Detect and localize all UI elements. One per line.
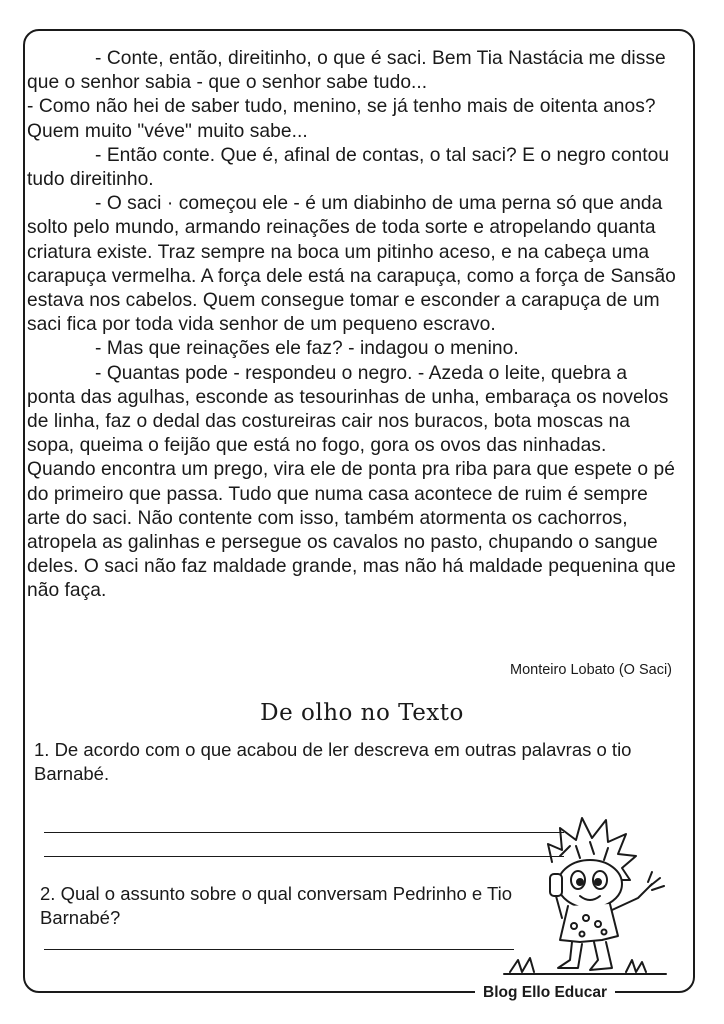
answer-line-2[interactable] (44, 856, 564, 857)
question-1: 1. De acordo com o que acabou de ler descreva em outras palavras o tio Barnabé. (34, 739, 632, 784)
story-paragraph-5: - Mas que reinações ele faz? - indagou o menino. (95, 338, 519, 360)
mascot-illustration (490, 800, 680, 980)
story-paragraph-4: - O saci · começou ele - é um diabinho de uma perna só que anda solto pelo mundo, armando reinações de toda sorte e atropelando quanta criatura existe. Traz sempre na boca um pitinho aceso, e na cabeça uma carapuça vermelha. A força dele está na carapuça, como a força de Sansão estava nos cabelos. Quem consegue tomar e esconder a carapuça de um saci fica por toda vida senhor de um pequeno escravo. (27, 193, 676, 336)
story-paragraph-3: - Então conte. Que é, afinal de contas, o tal saci? E o negro contou tudo direitinho. (27, 144, 670, 191)
story-paragraph-6: - Quantas pode - respondeu o negro. - Azeda o leite, quebra a ponta das agulhas, esconde as tesourinhas de unha, embaraça os novelos de linha, faz o dedal das costureiras cair nos buracos, bota moscas na sopa, queima o feijão que está no fogo, gora os ovos das ninhadas. Quando encontra um prego, vira ele de ponta pra riba para que espete o pé do primeiro que passa. Tudo que numa casa acontece de ruim é sempre arte do saci. Não contente com isso, também atormenta os cachorros, atropela as galinhas e persegue os cavalos no pasto, chupando o sangue deles. O saci não faz maldade grande, mas não há maldade pequenina que não faça. (27, 362, 676, 602)
author-credit: Monteiro Lobato (O Saci) (510, 662, 672, 678)
section-heading: De olho no Texto (260, 700, 464, 726)
answer-line-3[interactable] (44, 949, 514, 950)
footer-brand: Blog Ello Educar (475, 984, 615, 1002)
story-text (27, 47, 679, 604)
story-paragraph-1: - Conte, então, direitinho, o que é saci. Bem Tia Nastácia me disse que o senhor sabia - que o senhor sabe tudo... (27, 48, 666, 94)
story-paragraph-2: - Como não hei de saber tudo, menino, se já tenho mais de oitenta anos? Quem muito "véve" muito sabe... (27, 96, 656, 142)
question-2: 2. Qual o assunto sobre o qual conversam Pedrinho e Tio Barnabé? (40, 883, 513, 928)
answer-line-1[interactable] (44, 832, 564, 833)
